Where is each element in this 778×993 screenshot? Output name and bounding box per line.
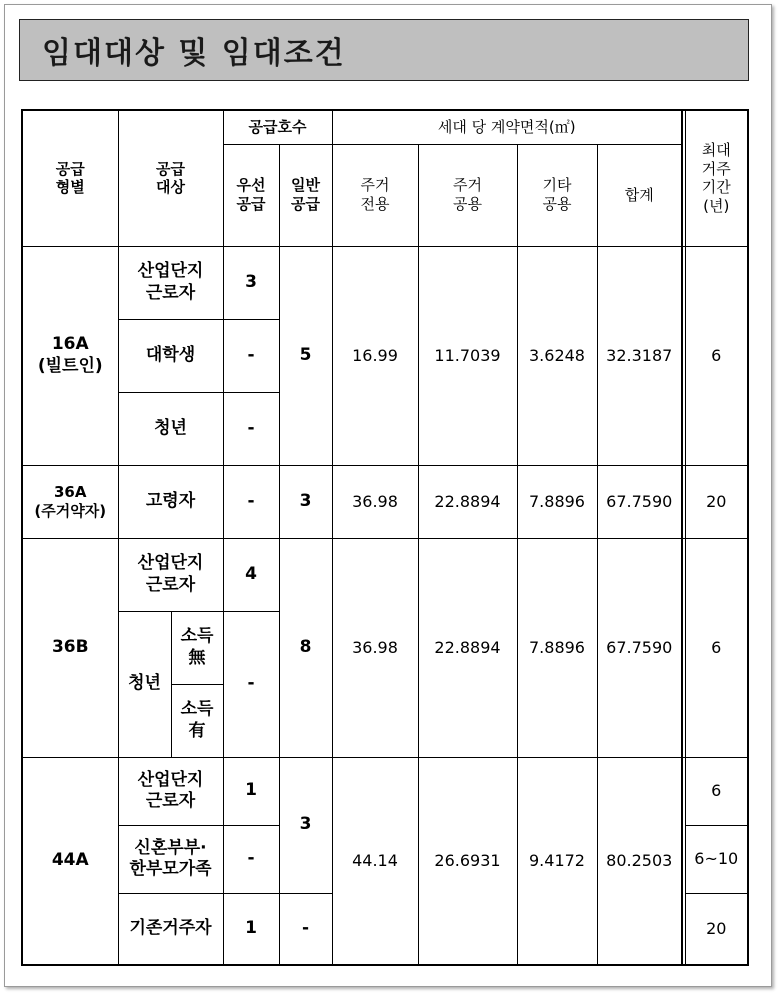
header-area: 세대 당 계약면적(㎡): [332, 110, 682, 144]
target-cell: 청년: [118, 392, 223, 465]
other-common-cell: 7.8896: [517, 538, 597, 757]
header-target: 공급 대상: [118, 110, 223, 246]
type-16a: 16A (빌트인): [22, 246, 118, 465]
header-other-common: 기타 공용: [517, 144, 597, 246]
title-box: [19, 19, 749, 81]
target-cell: 산업단지 근로자: [118, 246, 223, 319]
other-common-cell: 3.6248: [517, 246, 597, 465]
header-max-period: 최대 거주 기간 (년): [685, 110, 748, 246]
priority-cell: 4: [223, 538, 279, 611]
target-cell: 산업단지 근로자: [118, 538, 223, 611]
general-cell: -: [279, 893, 332, 965]
priority-cell: -: [223, 319, 279, 392]
other-common-cell: 7.8896: [517, 465, 597, 538]
general-cell: 5: [279, 246, 332, 465]
header-row-1: [22, 110, 748, 144]
header-res-exclusive: 주거 전용: [332, 144, 418, 246]
type-44a: 44A: [22, 757, 118, 965]
general-cell: 8: [279, 538, 332, 757]
header-general: 일반 공급: [279, 144, 332, 246]
priority-cell: -: [223, 825, 279, 893]
total-cell: 32.3187: [597, 246, 682, 465]
type-36a: 36A (주거약자): [22, 465, 118, 538]
target-cell: 기존거주자: [118, 893, 223, 965]
res-common-cell: 22.8894: [418, 538, 517, 757]
table-row: [22, 465, 748, 538]
table-row: [22, 538, 748, 611]
period-cell: 20: [685, 893, 748, 965]
target-cell: 고령자: [118, 465, 223, 538]
table-row: [22, 246, 748, 319]
general-cell: 3: [279, 757, 332, 893]
priority-cell: -: [223, 611, 279, 757]
period-cell: 6: [685, 538, 748, 757]
period-cell: 20: [685, 465, 748, 538]
res-common-cell: 11.7039: [418, 246, 517, 465]
table-row: [22, 757, 748, 825]
priority-cell: 1: [223, 893, 279, 965]
header-total: 합계: [597, 144, 682, 246]
res-exclusive-cell: 36.98: [332, 538, 418, 757]
subgroup-cell: 소득 無: [171, 611, 223, 684]
period-cell: 6: [685, 757, 748, 825]
type-36b: 36B: [22, 538, 118, 757]
total-cell: 67.7590: [597, 465, 682, 538]
header-res-common: 주거 공용: [418, 144, 517, 246]
priority-cell: -: [223, 465, 279, 538]
target-cell: 신혼부부· 한부모가족: [118, 825, 223, 893]
target-cell: 대학생: [118, 319, 223, 392]
period-cell: 6: [685, 246, 748, 465]
priority-cell: 3: [223, 246, 279, 319]
priority-cell: -: [223, 392, 279, 465]
youth-cell: 청년: [118, 611, 171, 757]
rental-conditions-table: [21, 109, 749, 966]
res-common-cell: 26.6931: [418, 757, 517, 965]
total-cell: 67.7590: [597, 538, 682, 757]
general-cell: 3: [279, 465, 332, 538]
subgroup-cell: 소득 有: [171, 684, 223, 757]
page-title: 임대대상 및 임대조건: [42, 36, 346, 71]
res-common-cell: 22.8894: [418, 465, 517, 538]
header-priority: 우선 공급: [223, 144, 279, 246]
total-cell: 80.2503: [597, 757, 682, 965]
priority-cell: 1: [223, 757, 279, 825]
target-cell: 산업단지 근로자: [118, 757, 223, 825]
header-type: 공급 형별: [22, 110, 118, 246]
header-units: 공급호수: [223, 110, 332, 144]
period-cell: 6~10: [685, 825, 748, 893]
other-common-cell: 9.4172: [517, 757, 597, 965]
res-exclusive-cell: 36.98: [332, 465, 418, 538]
res-exclusive-cell: 16.99: [332, 246, 418, 465]
res-exclusive-cell: 44.14: [332, 757, 418, 965]
